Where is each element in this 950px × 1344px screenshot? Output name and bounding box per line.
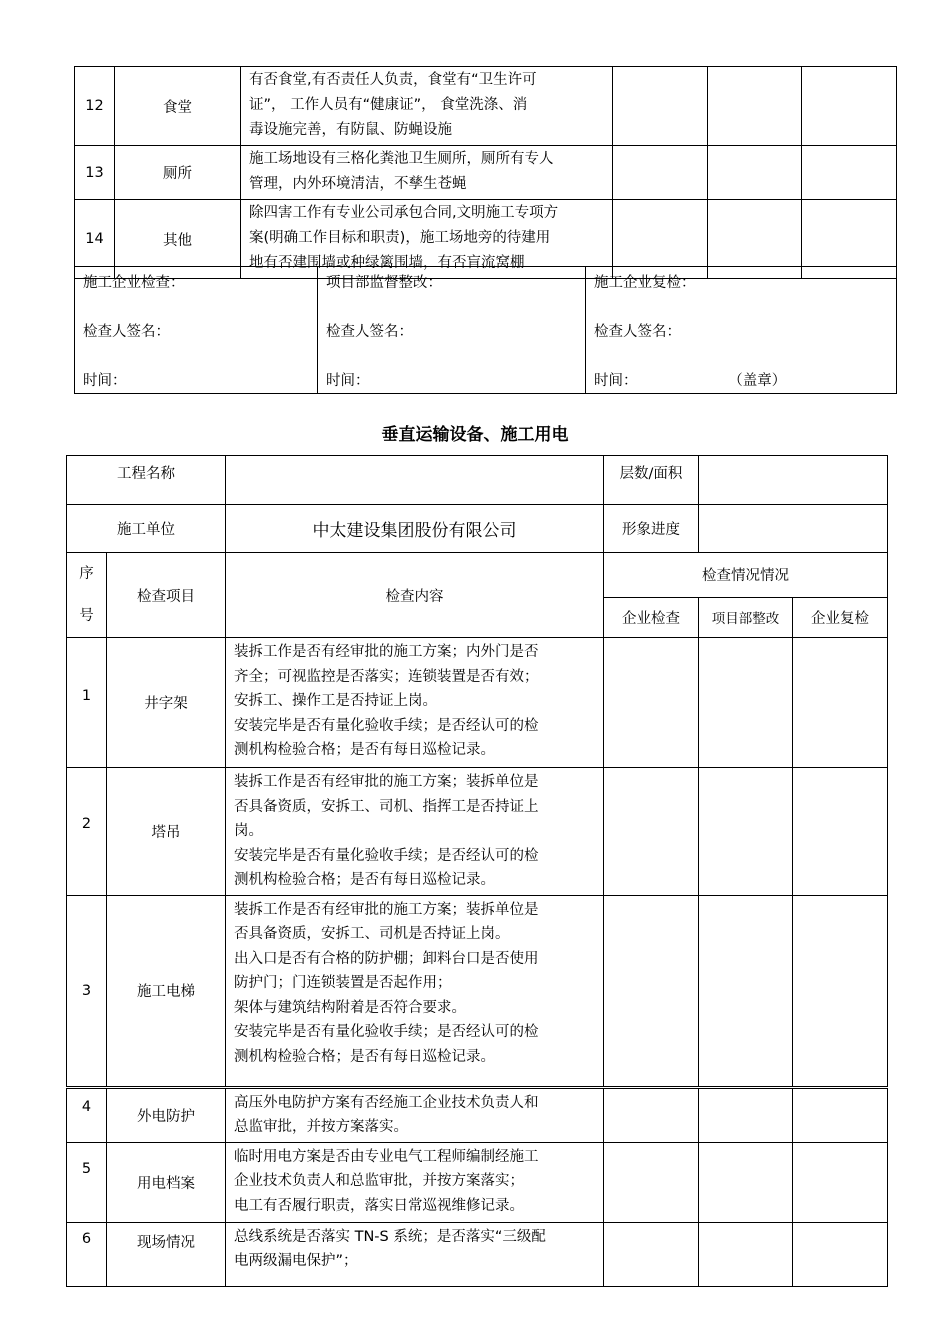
company-recheck-header: 企业复检 xyxy=(793,597,888,637)
check-content xyxy=(226,1142,604,1222)
section-title: 垂直运输设备、施工用电 xyxy=(381,425,569,445)
company-check-cell[interactable] xyxy=(604,1142,699,1222)
check-content xyxy=(226,638,604,768)
company-check-cell[interactable] xyxy=(613,67,708,146)
progress-label: 形象进度 xyxy=(604,505,699,553)
project-rectify-cell[interactable] xyxy=(708,67,802,146)
project-rectify-cell[interactable] xyxy=(708,146,802,200)
check-item: 施工电梯 xyxy=(107,895,226,1087)
signer-label: 检查人签名： xyxy=(594,324,681,340)
content-line: 除四害工作有专业公司承包合同,文明施工专项方 xyxy=(249,205,559,221)
table-row xyxy=(67,638,888,768)
floors-area-label: 层数/面积 xyxy=(604,456,699,505)
content-line: 安拆工、操作工是否持证上岗。 xyxy=(234,693,437,709)
content-line: 施工场地设有三格化粪池卫生厕所，厕所有专人 xyxy=(249,151,554,167)
floors-area-field[interactable] xyxy=(699,456,888,505)
time-label: 时间： xyxy=(594,373,638,389)
seq-header-bottom: 号 xyxy=(79,608,94,624)
company-recheck-cell[interactable] xyxy=(793,1142,888,1222)
content-line: 有否食堂,有否责任人负责，食堂有“卫生许可 xyxy=(249,72,537,88)
content-line: 电工有否履行职责，落实日常巡视维修记录。 xyxy=(234,1197,524,1214)
row-number: 2 xyxy=(67,768,107,896)
table-row xyxy=(67,895,888,1087)
company-check-header: 企业检查 xyxy=(604,597,699,637)
project-rectify-cell[interactable] xyxy=(699,1142,793,1222)
item-header: 检查项目 xyxy=(107,553,226,638)
project-rectify-cell[interactable] xyxy=(699,1087,793,1142)
company-recheck-cell[interactable] xyxy=(793,1222,888,1286)
project-rectify-cell[interactable] xyxy=(699,638,793,768)
company-check-cell[interactable] xyxy=(604,638,699,768)
project-rectify-cell[interactable] xyxy=(699,895,793,1087)
check-item: 食堂 xyxy=(115,67,241,146)
row-number: 5 xyxy=(67,1142,107,1222)
content-line: 毒设施完善，有防鼠、防蝇设施 xyxy=(249,122,452,138)
company-inspection-signature[interactable] xyxy=(75,267,318,394)
seq-header-top: 序 xyxy=(79,566,94,582)
check-item: 现场情况 xyxy=(107,1222,226,1286)
row-number: 14 xyxy=(75,200,115,279)
project-rectify-header: 项目部整改 xyxy=(699,597,793,637)
progress-field[interactable] xyxy=(699,505,888,553)
contractor-label: 施工单位 xyxy=(67,505,226,553)
row-number: 12 xyxy=(75,67,115,146)
seal-label: （盖章） xyxy=(735,373,787,389)
company-recheck-cell[interactable] xyxy=(793,638,888,768)
content-line: 临时用电方案是否由专业电气工程师编制经施工 xyxy=(234,1148,539,1165)
check-content xyxy=(226,1087,604,1142)
content-line: 岗。 xyxy=(234,823,263,839)
project-rectify-cell[interactable] xyxy=(699,1222,793,1286)
content-line: 安装完毕是否有量化验收手续；是否经认可的检 xyxy=(234,1024,539,1040)
content-line: 测机构检验合格；是否有每日巡检记录。 xyxy=(234,872,495,888)
equipment-electric-check-table xyxy=(66,455,888,1287)
row-number: 1 xyxy=(67,638,107,768)
company-recheck-cell[interactable] xyxy=(793,895,888,1087)
check-content xyxy=(241,146,613,200)
content-line: 管理，内外环境清洁，不孳生苍蝇 xyxy=(249,176,467,192)
check-item: 塔吊 xyxy=(107,768,226,896)
company-recheck-cell[interactable] xyxy=(802,67,897,146)
check-item: 外电防护 xyxy=(107,1087,226,1142)
project-name-label: 工程名称 xyxy=(67,456,226,505)
content-line: 否具备资质，安拆工、司机、指挥工是否持证上 xyxy=(234,798,539,815)
content-line: 地有否建围墙或种绿篱围墙，有否盲流窝棚 xyxy=(249,255,525,271)
signer-label: 检查人签名： xyxy=(83,324,170,340)
check-item: 井字架 xyxy=(107,638,226,768)
content-header: 检查内容 xyxy=(226,553,604,638)
row-number: 3 xyxy=(67,895,107,1087)
table-row xyxy=(67,1222,888,1286)
company-recheck-signature[interactable] xyxy=(586,267,897,394)
project-name-field[interactable] xyxy=(226,456,604,505)
table-row xyxy=(67,768,888,896)
check-item: 用电档案 xyxy=(107,1142,226,1222)
signature-block xyxy=(74,266,897,394)
signature-title: 施工企业检查： xyxy=(83,275,185,291)
table-row xyxy=(67,1087,888,1142)
project-rectify-cell[interactable] xyxy=(699,768,793,896)
project-supervision-signature[interactable] xyxy=(318,267,586,394)
signature-title: 施工企业复检： xyxy=(594,275,696,291)
signature-title: 项目部监督整改： xyxy=(326,275,442,291)
content-line: 装拆工作是否有经审批的施工方案；内外门是否 xyxy=(234,644,539,660)
check-item: 厕所 xyxy=(115,146,241,200)
table-row xyxy=(67,1142,888,1222)
content-line: 防护门；门连锁装置是否起作用； xyxy=(234,975,452,991)
content-line: 出入口是否有合格的防护棚；卸料台口是否使用 xyxy=(234,950,539,967)
content-line: 安装完毕是否有量化验收手续；是否经认可的检 xyxy=(234,847,539,864)
check-content xyxy=(241,67,613,146)
content-line: 否具备资质，安拆工、司机是否持证上岗。 xyxy=(234,926,510,942)
check-item: 其他 xyxy=(115,200,241,279)
check-content xyxy=(226,768,604,896)
company-check-cell[interactable] xyxy=(613,146,708,200)
company-check-cell[interactable] xyxy=(604,1087,699,1142)
content-line: 企业技术负责人和总监审批，并按方案落实； xyxy=(234,1173,524,1189)
row-number: 4 xyxy=(67,1087,107,1142)
status-header: 检查情况情况 xyxy=(604,553,888,598)
row-number: 6 xyxy=(67,1222,107,1286)
content-line: 案(明确工作目标和职责)，施工场地旁的待建用 xyxy=(249,230,551,246)
company-check-cell[interactable] xyxy=(604,768,699,896)
content-line: 测机构检验合格；是否有每日巡检记录。 xyxy=(234,1048,495,1065)
check-content xyxy=(226,1222,604,1286)
contractor-field[interactable]: 中太建设集团股份有限公司 xyxy=(226,505,604,553)
table-row xyxy=(75,67,897,146)
content-line: 齐全；可视监控是否落实；连锁装置是否有效； xyxy=(234,668,539,685)
content-line: 电两级漏电保护”； xyxy=(234,1253,358,1269)
content-line: 高压外电防护方案有否经施工企业技术负责人和 xyxy=(234,1094,539,1111)
check-content xyxy=(226,895,604,1087)
time-label: 时间： xyxy=(326,373,370,389)
time-label: 时间： xyxy=(83,373,127,389)
company-check-cell[interactable] xyxy=(604,895,699,1087)
sanitation-check-table xyxy=(74,66,897,279)
content-line: 证”， 工作人员有“健康证”， 食堂洗涤、消 xyxy=(249,97,528,113)
company-recheck-cell[interactable] xyxy=(793,768,888,896)
company-check-cell[interactable] xyxy=(604,1222,699,1286)
content-line: 架体与建筑结构附着是否符合要求。 xyxy=(234,999,466,1016)
table-row xyxy=(75,146,897,200)
company-recheck-cell[interactable] xyxy=(802,146,897,200)
seq-header xyxy=(67,553,107,638)
content-line: 装拆工作是否有经审批的施工方案；装拆单位是 xyxy=(234,774,539,790)
signer-label: 检查人签名： xyxy=(326,324,413,340)
company-recheck-cell[interactable] xyxy=(793,1087,888,1142)
content-line: 总线系统是否落实 TN-S 系统；是否落实“三级配 xyxy=(234,1228,546,1245)
row-number: 13 xyxy=(75,146,115,200)
content-line: 总监审批，并按方案落实。 xyxy=(234,1119,408,1135)
content-line: 测机构检验合格；是否有每日巡检记录。 xyxy=(234,742,495,758)
content-line: 安装完毕是否有量化验收手续；是否经认可的检 xyxy=(234,717,539,734)
content-line: 装拆工作是否有经审批的施工方案；装拆单位是 xyxy=(234,901,539,918)
